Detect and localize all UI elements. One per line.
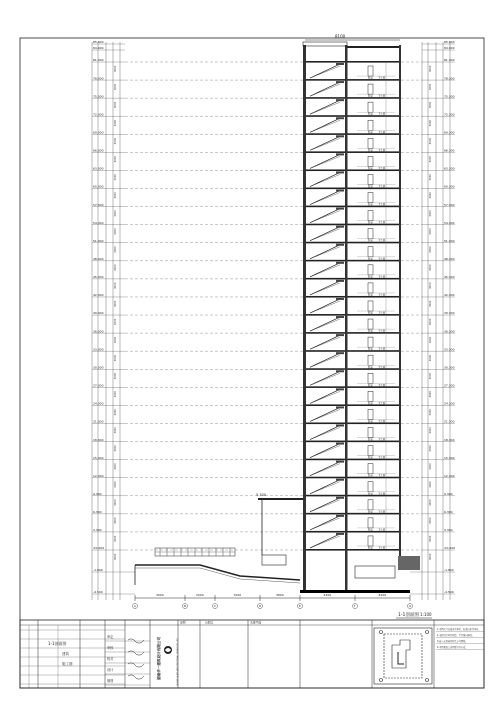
room-label: 卧室 xyxy=(368,76,373,80)
low-elevation-left: -4.500 xyxy=(93,590,103,595)
floor-height-right: 3000 xyxy=(429,445,432,452)
room-label: 卫生间 xyxy=(378,221,386,225)
floor-height-left: 3000 xyxy=(114,318,117,326)
elevation-label-right: 36.300 xyxy=(444,329,455,334)
floor-height-right: 3000 xyxy=(429,119,432,127)
floor-height-right: 3000 xyxy=(429,300,432,307)
floor-height-left: 3000 xyxy=(114,101,117,109)
low-elevation-right: -1.800 xyxy=(444,568,454,573)
room-label: 卫生间 xyxy=(378,419,386,423)
floor-height-left: 3000 xyxy=(114,445,117,452)
room-label: 卫生间 xyxy=(378,148,386,152)
room-label: 卧室 xyxy=(368,347,373,351)
floor-height-right: 3000 xyxy=(429,409,432,416)
floor-height-right: 3000 xyxy=(429,174,432,181)
floor-height-left: 3000 xyxy=(114,463,117,470)
room-label: 卧室 xyxy=(368,203,373,207)
seal-label: 出图章 xyxy=(205,620,214,625)
elevation-label-left: 15.300 xyxy=(93,455,104,460)
floor-height-left: 3000 xyxy=(114,535,117,542)
elevation-label-right: 33.300 xyxy=(444,347,455,352)
room-label: 卫生间 xyxy=(378,528,386,532)
section-title: 1-1剖面图 xyxy=(398,613,419,618)
room-label: 卫生间 xyxy=(378,438,386,442)
top-elevation-right: 84.900 xyxy=(444,46,455,51)
room-label: 卧室 xyxy=(368,166,373,170)
sign-label: 审核 xyxy=(107,646,114,650)
elevation-label-right: 48.300 xyxy=(444,257,455,262)
floor-height-right: 3000 xyxy=(429,463,432,470)
elevation-label-right: 69.300 xyxy=(444,130,455,135)
elevation-label-left: 54.300 xyxy=(93,220,104,225)
floor-height-left: 3000 xyxy=(114,553,117,561)
grid-mark: A xyxy=(134,604,136,608)
floor-height-left: 3000 xyxy=(114,300,117,307)
room-label: 卫生间 xyxy=(378,383,386,387)
elevation-label-left: 45.300 xyxy=(93,275,104,280)
floor-height-right: 3000 xyxy=(429,390,432,398)
floor-height-right: 3000 xyxy=(429,228,432,235)
elevation-label-right: 39.300 xyxy=(444,311,455,316)
floor-height-right: 3000 xyxy=(429,318,432,326)
room-label: 卧室 xyxy=(368,528,373,532)
room-label: 卧室 xyxy=(368,419,373,423)
top-elevation-right: 85.800 xyxy=(444,40,455,45)
notes-title: 说明 xyxy=(180,620,186,625)
room-label: 卧室 xyxy=(368,510,373,514)
room-label: 卫生间 xyxy=(378,474,386,478)
grid-mark: F xyxy=(354,604,356,608)
floor-height-left: 3000 xyxy=(114,517,117,524)
floor-height-right: 3000 xyxy=(429,481,432,488)
keyplan-title: 关键平面 xyxy=(250,620,262,625)
elevation-label-left: 18.300 xyxy=(93,437,104,442)
elevation-label-right: ±0.000 xyxy=(444,546,456,551)
floor-height-right: 3000 xyxy=(429,282,432,289)
elevation-label-left: 60.300 xyxy=(93,184,104,189)
room-label: 卧室 xyxy=(368,401,373,405)
room-label: 卫生间 xyxy=(378,401,386,405)
company-name-en: HUNAN HUAYI ARCHITECTURAL DESIGN CO.,LTD xyxy=(177,638,179,686)
room-label: 卧室 xyxy=(368,148,373,152)
floor-height-left: 3000 xyxy=(114,409,117,416)
elevation-label-left: 72.300 xyxy=(93,112,104,117)
floor-height-right: 3000 xyxy=(429,499,432,506)
elevation-label-right: 24.300 xyxy=(444,401,455,406)
grid-mark: B xyxy=(184,604,186,608)
room-label: 卫生间 xyxy=(378,347,386,351)
elevation-label-left: 27.300 xyxy=(93,383,104,388)
elevation-label-left: 33.300 xyxy=(93,347,104,352)
floor-height-left: 3000 xyxy=(114,372,117,380)
dimension-value: 3900 xyxy=(156,593,164,597)
floor-height-left: 3000 xyxy=(114,354,117,362)
room-label: 卫生间 xyxy=(378,365,386,369)
elevation-label-left: 78.300 xyxy=(93,76,104,81)
elevation-label-right: 57.300 xyxy=(444,202,455,207)
elevation-label-right: 63.300 xyxy=(444,166,455,171)
floor-height-left: 3000 xyxy=(114,228,117,235)
room-label: 卫生间 xyxy=(378,311,386,315)
sign-label: 设计 xyxy=(107,668,114,672)
ground-slab xyxy=(300,590,410,593)
core-wall-left xyxy=(303,45,306,593)
elevation-label-right: 81.300 xyxy=(444,58,455,63)
floor-height-left: 3000 xyxy=(114,282,117,289)
elevation-label-left: 3.300 xyxy=(93,528,102,533)
room-label: 卫生间 xyxy=(378,546,386,550)
top-dimension: 8100 xyxy=(335,34,346,39)
top-elevation-left: 85.800 xyxy=(93,40,104,45)
room-label: 卧室 xyxy=(368,257,373,261)
elevation-label-left: 42.300 xyxy=(93,293,104,298)
floor-height-left: 3000 xyxy=(114,336,117,344)
room-label: 卧室 xyxy=(368,185,373,189)
elevation-label-right: 3.300 xyxy=(444,528,453,533)
elevation-label-right: 27.300 xyxy=(444,383,455,388)
room-label: 卫生间 xyxy=(378,492,386,496)
room-label: 卧室 xyxy=(368,221,373,225)
sign-label: 校对 xyxy=(107,657,114,661)
room-label: 卫生间 xyxy=(378,166,386,170)
floor-height-left: 3000 xyxy=(114,427,117,434)
room-label: 卫生间 xyxy=(378,329,386,333)
elevation-label-left: 69.300 xyxy=(93,130,104,135)
floor-height-right: 3000 xyxy=(429,354,432,362)
dimension-value: 4300 xyxy=(323,593,332,597)
floor-height-left: 3000 xyxy=(114,499,117,506)
elevation-label-right: 66.300 xyxy=(444,148,455,153)
core-wall-right xyxy=(399,45,401,565)
legend-line: 3.施工前请核对相关专业图纸。 xyxy=(437,640,468,643)
grid-mark: E xyxy=(299,604,301,608)
elevation-label-left: 21.300 xyxy=(93,419,104,424)
room-label: 卫生间 xyxy=(378,94,386,98)
room-label: 卫生间 xyxy=(378,185,386,189)
grid-mark: D xyxy=(259,604,262,608)
room-label: 卧室 xyxy=(368,438,373,442)
elevation-label-right: 30.300 xyxy=(444,365,455,370)
elevation-label-left: 51.300 xyxy=(93,238,104,243)
floor-height-right: 3000 xyxy=(429,535,432,542)
floor-height-right: 3000 xyxy=(429,553,432,561)
room-label: 卧室 xyxy=(368,239,373,243)
floor-height-right: 3000 xyxy=(429,246,432,253)
elevation-label-left: 39.300 xyxy=(93,311,104,316)
floor-height-right: 3000 xyxy=(429,427,432,434)
elevation-label-left: 75.300 xyxy=(93,94,104,99)
floor-height-right: 3000 xyxy=(429,101,432,109)
room-label: 卧室 xyxy=(368,474,373,478)
room-label: 卧室 xyxy=(368,293,373,297)
floor-height-left: 3000 xyxy=(114,137,117,145)
company-logo xyxy=(164,646,172,654)
room-label: 卧室 xyxy=(368,275,373,279)
elevation-label-left: 12.300 xyxy=(93,473,104,478)
room-label: 卫生间 xyxy=(378,456,386,460)
floor-height-left: 3000 xyxy=(114,174,117,181)
floor-height-right: 3000 xyxy=(429,517,432,524)
room-label: 卫生间 xyxy=(378,510,386,514)
elevation-label-right: 21.300 xyxy=(444,419,455,424)
elevation-label-right: 12.300 xyxy=(444,473,455,478)
low-elevation-right: -4.500 xyxy=(444,590,454,595)
section-scale: 1:100 xyxy=(420,612,432,617)
floor-height-right: 3000 xyxy=(429,210,432,217)
core-wall-mid xyxy=(345,45,348,593)
floor-height-left: 3000 xyxy=(114,246,117,253)
elevation-label-right: 42.300 xyxy=(444,293,455,298)
room-label: 卫生间 xyxy=(378,203,386,207)
elevation-label-left: 63.300 xyxy=(93,166,104,171)
dimension-value: 3800 xyxy=(276,593,284,597)
room-label: 卧室 xyxy=(368,456,373,460)
elevation-label-right: 51.300 xyxy=(444,238,455,243)
drawing-name: 1-1剖面图 xyxy=(48,641,67,646)
elevation-label-left: 57.300 xyxy=(93,202,104,207)
floor-height-left: 3000 xyxy=(114,83,117,91)
legend-line: 4.本图须加盖出图章方为有效。 xyxy=(437,646,468,649)
room-label: 卫生间 xyxy=(378,257,386,261)
elevation-label-right: 60.300 xyxy=(444,184,455,189)
room-label: 卧室 xyxy=(368,112,373,116)
grid-mark: C xyxy=(214,604,216,608)
floor-height-right: 3000 xyxy=(429,264,432,271)
floor-height-right: 3000 xyxy=(429,65,432,73)
room-label: 卧室 xyxy=(368,492,373,496)
elevation-label-left: 24.300 xyxy=(93,401,104,406)
legend-line: 2.未经设计单位同意，不得擅自修改。 xyxy=(437,634,475,637)
floor-height-right: 3000 xyxy=(429,372,432,380)
floor-height-right: 3000 xyxy=(429,137,432,145)
room-label: 卧室 xyxy=(368,546,373,550)
room-label: 卧室 xyxy=(368,329,373,333)
elevation-label-right: 45.300 xyxy=(444,275,455,280)
room-label: 卫生间 xyxy=(378,76,386,80)
floor-height-right: 3000 xyxy=(429,83,432,91)
floor-height-left: 3000 xyxy=(114,119,117,127)
room-label: 卫生间 xyxy=(378,112,386,116)
elevation-label-right: 15.300 xyxy=(444,455,455,460)
floor-height-right: 3000 xyxy=(429,156,432,163)
low-elevation-left: -1.800 xyxy=(93,568,103,573)
elevation-label-left: 48.300 xyxy=(93,257,104,262)
elevation-label-right: 72.300 xyxy=(444,112,455,117)
floor-height-right: 3000 xyxy=(429,336,432,344)
company-name: 湖南华一建筑设计有限公司 xyxy=(157,636,161,680)
floor-height-left: 3000 xyxy=(114,192,117,199)
elevation-label-right: 78.300 xyxy=(444,76,455,81)
elevation-label-right: 18.300 xyxy=(444,437,455,442)
elevation-label-right: 9.300 xyxy=(444,491,453,496)
canopy-label: 5.300 xyxy=(256,493,267,497)
floor-height-left: 3000 xyxy=(114,481,117,488)
top-elevation-left: 84.900 xyxy=(93,46,104,51)
elevation-label-left: 9.300 xyxy=(93,491,102,496)
elevation-label-left: 6.300 xyxy=(93,510,102,515)
elevation-label-right: 6.300 xyxy=(444,510,453,515)
room-label: 卧室 xyxy=(368,311,373,315)
dimension-value: 2000 xyxy=(196,593,204,597)
floor-height-left: 3000 xyxy=(114,264,117,271)
floor-height-left: 3000 xyxy=(114,390,117,398)
room-label: 卫生间 xyxy=(378,275,386,279)
dimension-value: 8100 xyxy=(378,593,387,597)
room-label: 卧室 xyxy=(368,383,373,387)
room-label: 卧室 xyxy=(368,94,373,98)
room-label: 卫生间 xyxy=(378,239,386,243)
sign-label: 审定 xyxy=(107,635,114,639)
elevation-label-right: 75.300 xyxy=(444,94,455,99)
floor-height-right: 3000 xyxy=(429,192,432,199)
dimension-value: 7000 xyxy=(233,593,242,597)
room-label: 卫生间 xyxy=(378,293,386,297)
room-label: 卫生间 xyxy=(378,130,386,134)
floor-height-left: 3000 xyxy=(114,65,117,73)
legend-line: 1.本图尺寸以毫米为单位，标高以米为单位。 xyxy=(437,628,481,631)
elevation-label-left: 30.300 xyxy=(93,365,104,370)
room-label: 卧室 xyxy=(368,130,373,134)
elevation-label-left: 36.300 xyxy=(93,329,104,334)
sign-label: 制图 xyxy=(107,679,114,683)
elevation-label-left: 81.300 xyxy=(93,58,104,63)
elevation-label-left: ±0.000 xyxy=(93,546,105,551)
elevation-label-left: 66.300 xyxy=(93,148,104,153)
room-label: 卧室 xyxy=(368,365,373,369)
floor-height-left: 3000 xyxy=(114,156,117,163)
floor-height-left: 3000 xyxy=(114,210,117,217)
stage: 施工图 xyxy=(62,662,73,666)
grid-mark: G xyxy=(409,604,412,608)
discipline: 建筑 xyxy=(62,652,69,656)
elevation-label-right: 54.300 xyxy=(444,220,455,225)
